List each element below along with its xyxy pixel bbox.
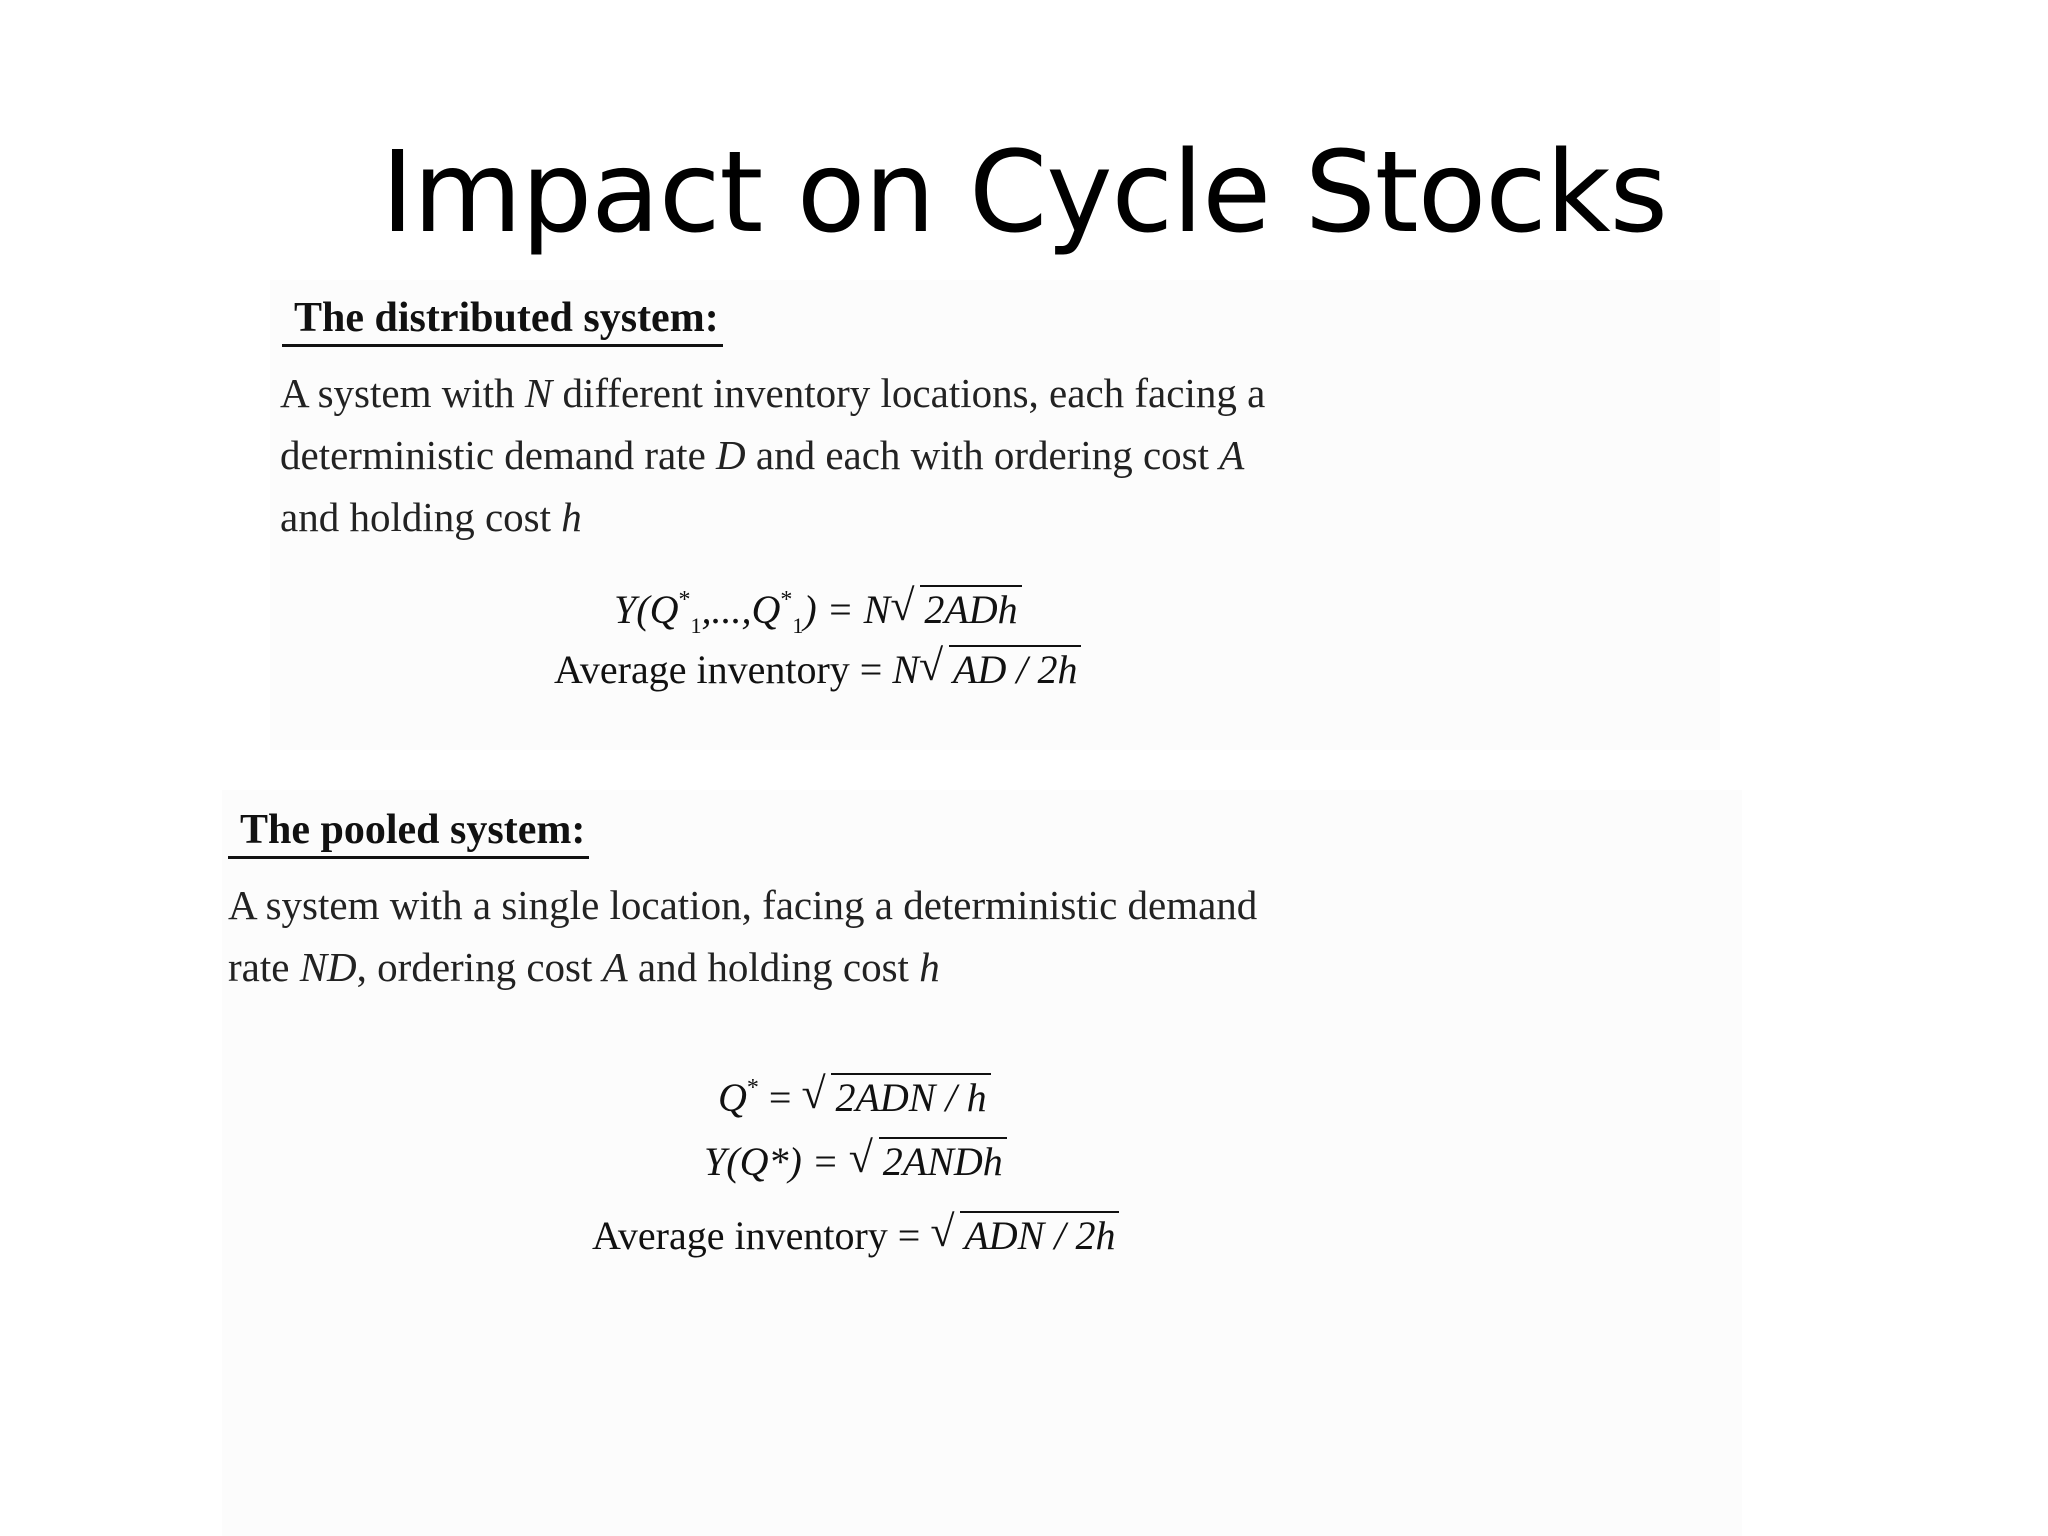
radicand: ADN / 2h — [960, 1211, 1119, 1259]
sqrt-symbol — [930, 1208, 1119, 1264]
sqrt-symbol — [801, 1070, 990, 1126]
formula-part: Q — [718, 1075, 747, 1120]
radicand: 2ANDh — [879, 1137, 1007, 1185]
text-segment: rate — [228, 944, 300, 990]
variable-h: h — [919, 944, 940, 990]
variable-A: A — [602, 944, 628, 990]
text-segment: and holding cost — [280, 494, 562, 540]
text-segment: and each with ordering cost — [745, 432, 1220, 478]
distributed-average-inventory-formula — [554, 642, 1081, 698]
distributed-heading: The distributed system: — [282, 292, 723, 347]
index-subscript: 1 — [690, 613, 702, 638]
variable-ND: ND — [299, 944, 357, 990]
text-segment: different inventory locations, each facing a — [552, 370, 1266, 416]
variable-N: N — [524, 370, 553, 416]
variable-D: D — [716, 432, 746, 478]
sqrt-symbol — [919, 642, 1081, 698]
distributed-description-line-1 — [280, 362, 1265, 424]
variable-A: A — [1219, 432, 1245, 478]
pooled-heading: The pooled system: — [228, 804, 589, 859]
radicand: AD / 2h — [949, 645, 1081, 693]
pooled-description-line-2 — [228, 936, 940, 998]
text-segment: A system with — [280, 370, 525, 416]
formula-part: = — [758, 1075, 802, 1120]
pooled-average-inventory-formula — [592, 1208, 1119, 1264]
variable-h: h — [561, 494, 582, 540]
star-superscript: * — [780, 587, 793, 613]
sqrt-symbol — [849, 1134, 1007, 1190]
index-subscript: 1 — [792, 613, 804, 638]
star-superscript: * — [678, 587, 691, 613]
text-segment: deterministic demand rate — [280, 432, 717, 478]
sqrt-symbol — [890, 582, 1021, 638]
distributed-description-line-3 — [280, 486, 582, 548]
text-segment: , ordering cost — [356, 944, 603, 990]
variable-N: N — [892, 647, 920, 692]
slide-title: Impact on Cycle Stocks — [380, 128, 1668, 258]
formula-part: Y(Q — [614, 587, 679, 632]
pooled-order-quantity-formula — [718, 1060, 991, 1126]
radicand: 2ADN / h — [831, 1073, 990, 1121]
formula-part: Y(Q*) = — [704, 1139, 849, 1184]
formula-part: Average inventory = — [554, 647, 893, 692]
pooled-description-line-1: A system with a single location, facing a deterministic demand — [228, 882, 1258, 928]
formula-part: ,...,Q — [701, 587, 781, 632]
star-superscript: * — [746, 1075, 759, 1101]
radicand: 2ADh — [920, 585, 1021, 633]
distributed-description-line-2 — [280, 424, 1244, 486]
formula-part: Average inventory = — [592, 1213, 931, 1258]
pooled-total-cost-formula — [704, 1134, 1007, 1190]
text-segment: and holding cost — [627, 944, 920, 990]
formula-part: ) = N — [803, 587, 891, 632]
